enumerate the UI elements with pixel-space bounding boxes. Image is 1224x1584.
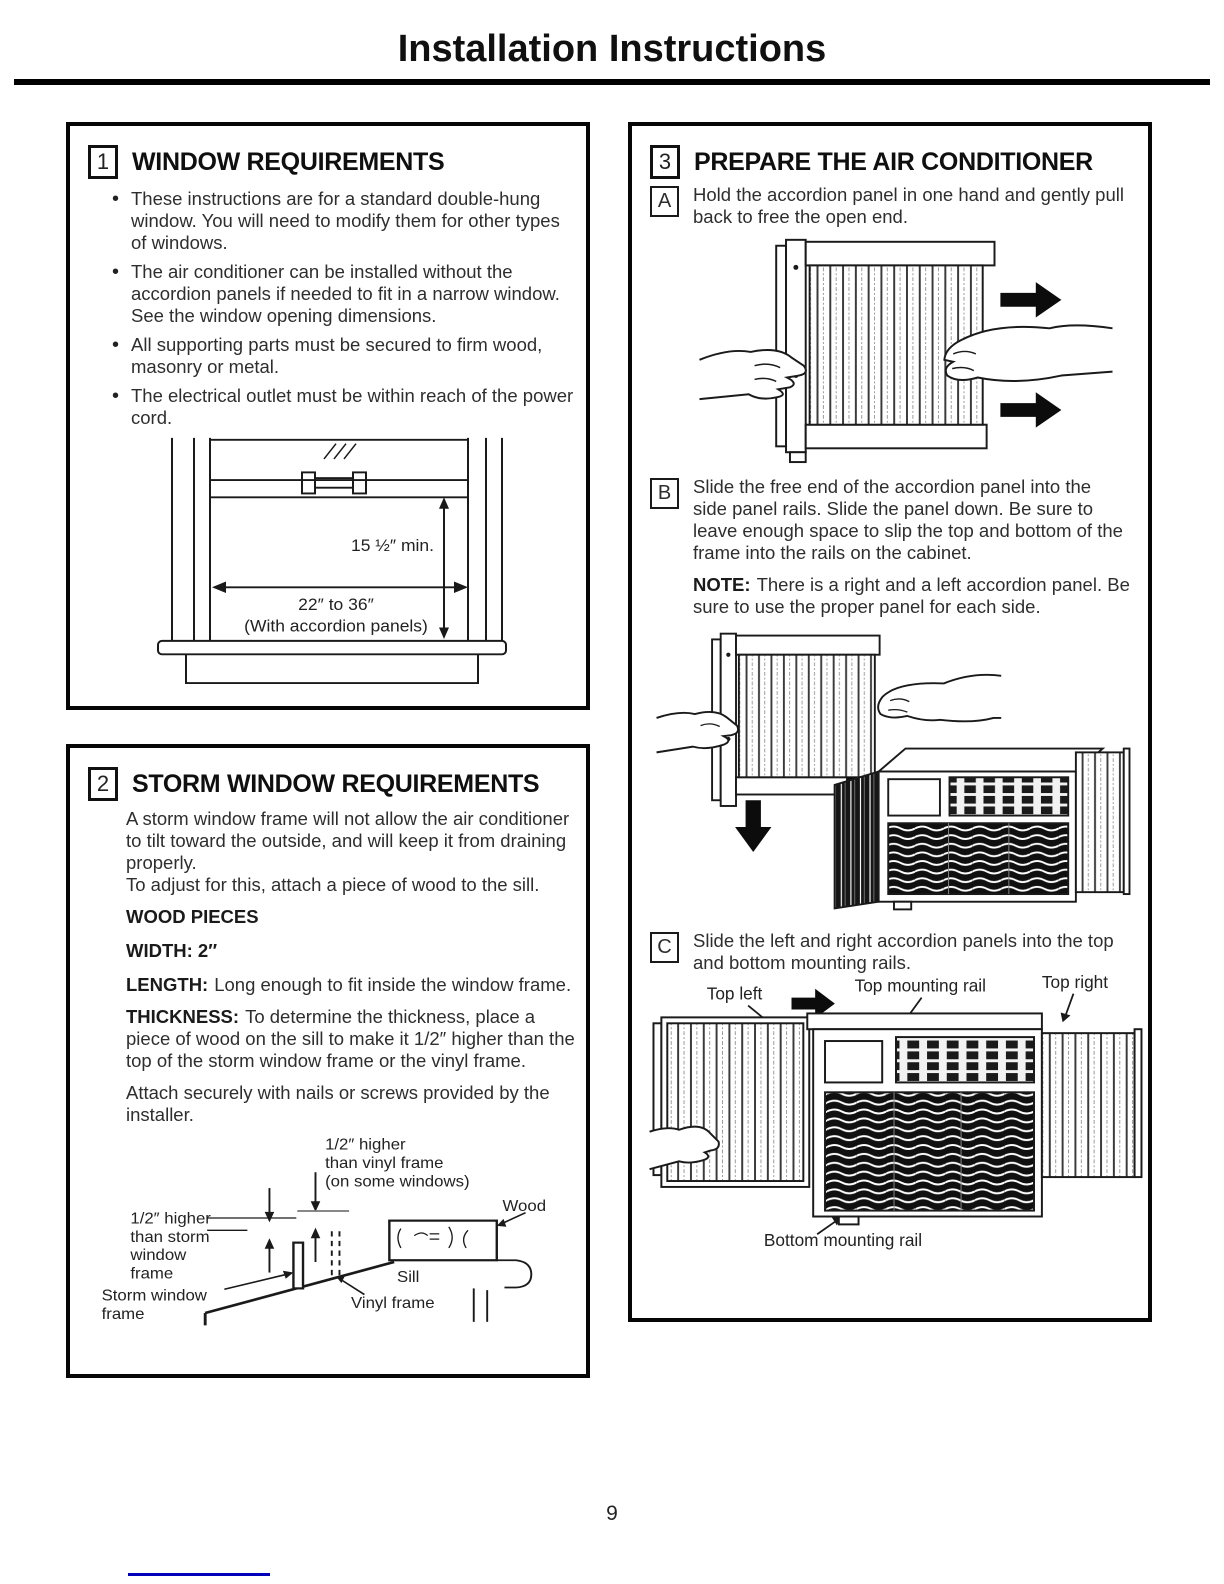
height-dimension-arrow	[439, 497, 449, 639]
air-conditioner-unit	[835, 749, 1130, 910]
section1-number-box: 1	[88, 145, 118, 179]
attach-text: Attach securely with nails or screws provided by the installer.	[126, 1082, 550, 1125]
step-b-letter-box: B	[650, 478, 679, 509]
bullet-item: • All supporting parts must be secured to firm wood, masonry or metal.	[112, 334, 574, 378]
vinyl-higher-label-line2: than vinyl frame	[325, 1154, 444, 1172]
page-number: 9	[606, 1502, 618, 1525]
vinyl-frame-label: Vinyl frame	[350, 1294, 435, 1312]
air-conditioner-unit	[807, 1013, 1042, 1224]
bullet-item: • The air conditioner can be installed without the accordion panels if needed to fit in a narrow window. See the window opening dimensions.	[112, 261, 574, 327]
step-a-text: Hold the accordion panel in one hand and gently pull back to free the open end.	[693, 184, 1124, 227]
right-hand-illustration	[878, 675, 1001, 722]
length-label: LENGTH:	[126, 974, 209, 995]
storm-higher-label-line3: window	[130, 1246, 187, 1265]
vinyl-higher-label-line1: 1/2″ higher	[325, 1135, 406, 1154]
window-opening-diagram	[156, 436, 508, 706]
section1-title: WINDOW REQUIREMENTS	[132, 147, 445, 176]
step-c	[650, 930, 1132, 974]
bottom-mounting-rail-label: Bottom mounting rail	[763, 1230, 923, 1251]
wood-label: Wood	[502, 1197, 547, 1215]
thickness-text: To determine the thickness, place a piece of wood on the sill to make it 1/2″ higher than the top of the storm window frame or the vinyl frame.	[126, 1006, 575, 1071]
top-right-label: Top right	[1041, 974, 1109, 992]
width-dimension-arrow	[212, 582, 468, 593]
width-line: WIDTH: 2″	[126, 940, 218, 961]
sill-label: Sill	[397, 1268, 420, 1287]
length-text: Long enough to fit inside the window frame.	[214, 974, 572, 995]
section3-header	[650, 142, 1148, 182]
control-panel	[888, 779, 940, 815]
section2-number-box: 2	[88, 767, 118, 801]
wood-pieces-heading: WOOD PIECES	[126, 906, 259, 927]
bullet-item: • These instructions are for a standard double-hung window. You will need to modify them for other types of windows.	[112, 188, 574, 254]
storm-higher-label-line2: than storm	[130, 1228, 210, 1246]
note-label: NOTE:	[693, 574, 751, 595]
storm-window-diagram	[92, 1130, 562, 1328]
section2-header	[88, 764, 586, 804]
step-c-letter-box: C	[650, 932, 679, 963]
vent-grid	[896, 1037, 1034, 1082]
length-line	[126, 974, 576, 996]
window-sill	[158, 641, 506, 683]
thickness-label: THICKNESS:	[126, 1006, 240, 1027]
window-height-label: 15 ½″ min.	[350, 535, 434, 555]
top-left-label: Top left	[706, 983, 763, 1004]
bullet-item: • The electrical outlet must be within reach of the power cord.	[112, 385, 574, 429]
storm-higher-label-line4: frame	[130, 1265, 174, 1283]
illustration-accordion-panel-pull	[696, 230, 1116, 466]
thickness-line	[126, 1006, 576, 1072]
step-a-letter-box: A	[650, 186, 679, 217]
section-prepare-air-conditioner	[628, 122, 1152, 1322]
top-mounting-rail	[807, 1013, 1042, 1029]
note-text: There is a right and a left accordion panel. Be sure to use the proper panel for each side.	[693, 574, 1130, 617]
storm-frame-label-line2: frame	[101, 1305, 145, 1324]
window-width-note: (With accordion panels)	[244, 615, 428, 636]
top-mounting-rail-label: Top mounting rail	[854, 975, 986, 996]
footer-blue-line	[128, 1573, 270, 1576]
illustration-slide-panel-into-rails	[646, 626, 1141, 918]
storm-intro-text: A storm window frame will not allow the air conditioner to tilt toward the outside, and will keep it from draining properly.	[126, 808, 570, 873]
front-grille	[825, 1092, 1034, 1210]
note-paragraph	[693, 574, 1133, 618]
sash-lock	[302, 472, 366, 493]
page-title: Installation Instructions	[397, 28, 827, 70]
storm-frame-label-line1: Storm window	[101, 1287, 207, 1305]
section1-header	[88, 142, 586, 182]
front-grille	[888, 823, 1068, 894]
illustration-mounting-rails	[646, 974, 1146, 1252]
wood-block	[389, 1221, 496, 1261]
vent-grid	[950, 777, 1069, 815]
section-window-requirements	[66, 122, 590, 710]
step-a	[650, 184, 1132, 228]
control-panel	[825, 1041, 882, 1082]
step-b	[650, 476, 1132, 564]
glass-reflection-hatch	[324, 444, 356, 459]
storm-higher-label-line1: 1/2″ higher	[130, 1209, 211, 1228]
right-accordion-panel	[1076, 752, 1124, 892]
section3-title: PREPARE THE AIR CONDITIONER	[694, 147, 1093, 176]
section-storm-window-requirements	[66, 744, 590, 1378]
bottom-mounting-rail-part	[839, 1217, 859, 1225]
window-width-label: 22″ to 36″	[298, 594, 374, 615]
vinyl-higher-label-line3: (on some windows)	[325, 1172, 470, 1191]
step-c-text: Slide the left and right accordion panels into the top and bottom mounting rails.	[693, 930, 1114, 973]
right-accordion-panel	[1042, 1029, 1142, 1177]
storm-adjust-text: To adjust for this, attach a piece of wood to the sill.	[126, 874, 540, 895]
section2-title: STORM WINDOW REQUIREMENTS	[132, 769, 540, 798]
title-rule	[14, 79, 1210, 85]
section3-number-box: 3	[650, 145, 680, 179]
step-b-text: Slide the free end of the accordion panel into the side panel rails. Slide the panel down. Be sure to leave enough space to slip the top and bottom of the frame into the rails on the cabinet.	[693, 476, 1123, 563]
section1-bullet-list	[112, 188, 574, 429]
